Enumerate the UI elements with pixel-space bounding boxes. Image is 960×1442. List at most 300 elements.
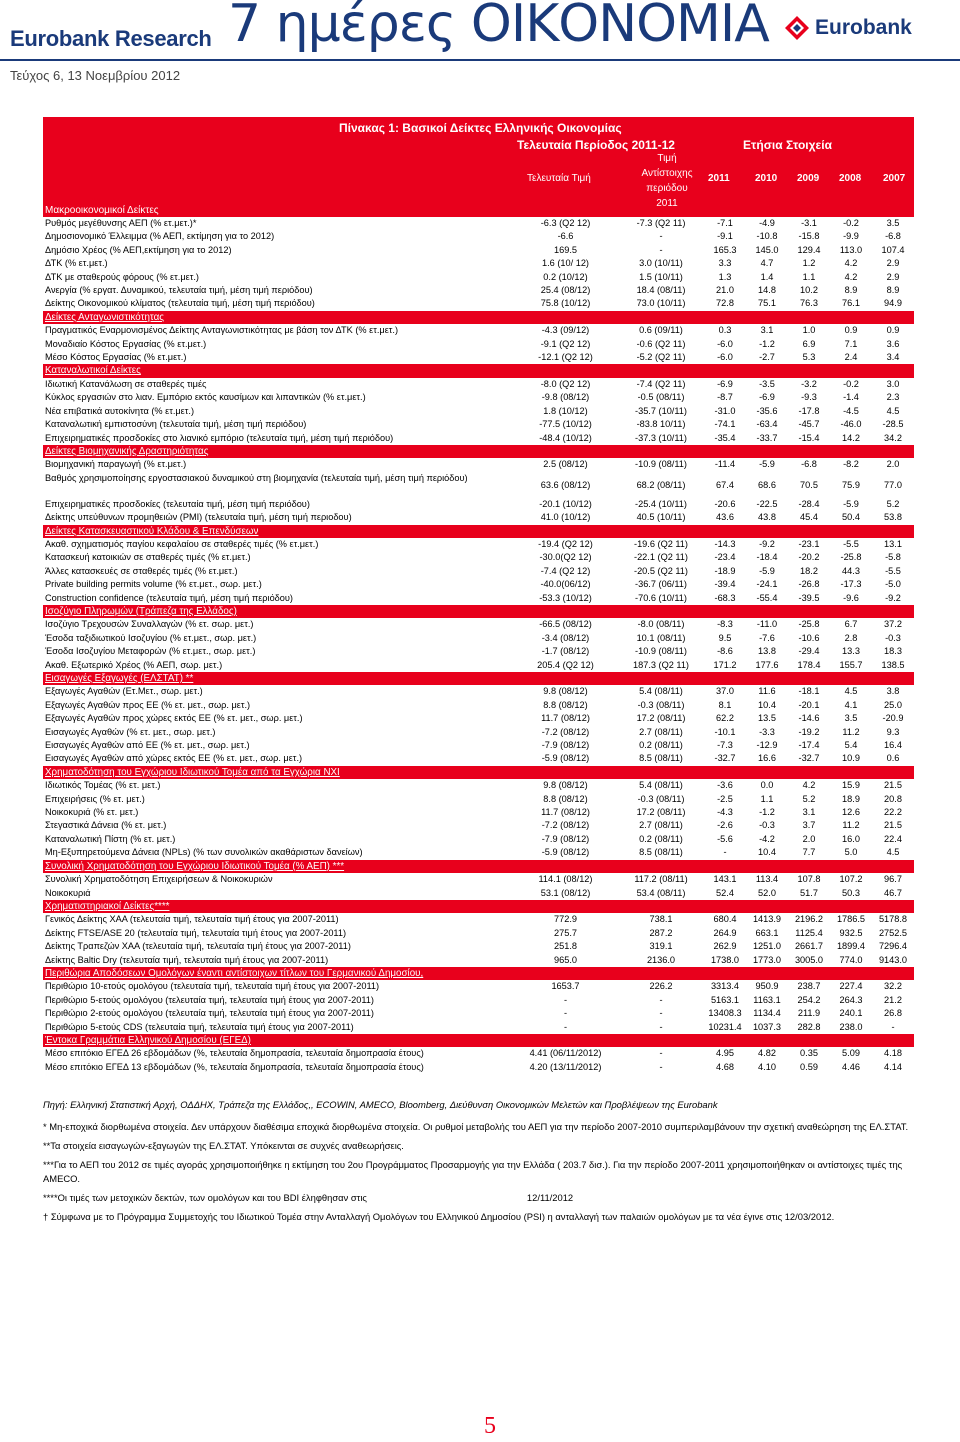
- prev-value-cell: -7.4 (Q2 11): [636, 378, 686, 389]
- data-table: [43, 217, 914, 1074]
- year-value-cell: -5.9: [759, 459, 775, 470]
- year-value-cell: -23.4: [714, 552, 736, 563]
- last-value-cell: -7.4 (Q2 12): [540, 565, 591, 576]
- last-value-cell: -7.9 (08/12): [541, 833, 590, 844]
- indicator-label: Μέσο επιτόκιο ΕΓΕΔ 26 εβδομάδων (%, τελευταία δημοπρασία, τελευταία δημοπρασία έτους): [45, 1048, 424, 1059]
- last-value-cell: 8.8 (08/12): [543, 699, 588, 710]
- indicator-label: Εισαγωγές Αγαθών από χώρες εκτός ΕΕ (% ετ. μετ., σωρ. μετ.): [45, 753, 303, 764]
- indicator-label: Ιδιωτικός Τομέας (% ετ. μετ.): [45, 780, 161, 791]
- year-value-cell: 67.4: [716, 479, 734, 490]
- table-row: [43, 297, 914, 310]
- prev-value-cell: -5.2 (Q2 11): [636, 352, 686, 363]
- table-row: [43, 819, 914, 832]
- indicator-label: Μέσο επιτόκιο ΕΓΕΔ 13 εβδομάδων (%, τελευταία δημοπρασία, τελευταία δημοπρασία έτους): [45, 1061, 424, 1072]
- year-value-cell: 20.8: [884, 793, 902, 804]
- indicator-label: Περιθώριο 10-ετούς ομολόγου (τελευταία τιμή, τελευταία τιμή έτους για 2007-2011): [45, 981, 380, 992]
- col-header-year: 2008: [839, 173, 862, 184]
- indicator-label: Εξαγωγές Αγαθών (Ετ.Μετ., σωρ. μετ.): [45, 686, 203, 697]
- table-row: [43, 324, 914, 337]
- page-number: 5: [484, 1413, 496, 1439]
- indicator-label: Άλλες κατασκευές σε σταθερές τιμές (% ετ.μετ.): [45, 565, 238, 576]
- year-value-cell: 18.2: [800, 565, 818, 576]
- year-value-cell: -5.9: [759, 565, 775, 576]
- table-row: [43, 405, 914, 418]
- last-value-cell: -4.3 (09/12): [541, 325, 590, 336]
- indicator-label: Δείκτης υπεύθυνων προμηθειών (PMI) (τελευταία τιμή, μέση τιμή περιοδου): [45, 512, 352, 523]
- prev-value-cell: -36.7 (06/11): [635, 579, 687, 590]
- year-value-cell: 50.4: [842, 512, 860, 523]
- year-value-cell: 46.7: [884, 887, 902, 898]
- last-value-cell: -9.8 (08/12): [541, 392, 590, 403]
- year-value-cell: -35.4: [714, 432, 736, 443]
- indicator-label: ΔΤΚ με σταθερούς φόρους (% ετ.μετ.): [45, 271, 199, 282]
- last-value-cell: 41.0 (10/12): [540, 512, 591, 523]
- year-value-cell: -10.8: [756, 231, 778, 242]
- table-row: [43, 699, 914, 712]
- indicator-label: Περιθώριο 5-ετούς CDS (τελευταία τιμή, τελευταία τιμή έτους για 2007-2011): [45, 1021, 354, 1032]
- year-value-cell: 14.2: [842, 432, 860, 443]
- prev-value-cell: 68.2 (08/11): [636, 479, 686, 490]
- year-value-cell: -14.6: [798, 713, 820, 724]
- table-row: [43, 271, 914, 284]
- year-value-cell: 155.7: [839, 659, 863, 670]
- year-value-cell: -15.8: [798, 231, 820, 242]
- year-value-cell: -18.9: [714, 565, 736, 576]
- year-value-cell: -17.8: [798, 405, 820, 416]
- year-value-cell: 25.0: [884, 699, 902, 710]
- indicator-label: Νέα επιβατικά αυτοκίνητα (% ετ.μετ.): [45, 405, 195, 416]
- year-value-cell: -32.7: [798, 753, 820, 764]
- indicator-label: Construction confidence (τελευταία τιμή, μέση τιμή περιόδου): [45, 592, 293, 603]
- section-heading: Καταναλωτικοί Δείκτες: [43, 364, 914, 377]
- prev-value-cell: -37.3 (10/11): [635, 432, 687, 443]
- prev-value-cell: 8.5 (08/11): [639, 753, 683, 764]
- last-value-cell: 9.8 (08/12): [543, 686, 588, 697]
- last-value-cell: -12.1 (Q2 12): [538, 352, 593, 363]
- section-heading: Έντοκα Γραμμάτια Ελληνικού Δημοσίου (ΕΓΕΔ): [43, 1034, 914, 1047]
- year-value-cell: -8.6: [717, 646, 733, 657]
- year-value-cell: -19.2: [798, 726, 820, 737]
- last-value-cell: 11.7 (08/12): [541, 713, 590, 724]
- year-value-cell: 238.0: [839, 1021, 863, 1032]
- year-value-cell: 94.9: [884, 298, 902, 309]
- year-value-cell: 774.0: [839, 954, 863, 965]
- section-row: [43, 1034, 914, 1047]
- prev-value-cell: -: [659, 244, 663, 255]
- section-heading: Εισαγωγές Εξαγωγές (ΕΛΣΤΑΤ) **: [43, 672, 914, 685]
- economic-indicators-table: [43, 117, 914, 1074]
- last-value-cell: 205.4 (Q2 12): [537, 659, 594, 670]
- indicator-label: Δείκτης Οικονομικού κλίματος (τελευταία τιμή, μέση τιμή περιόδου): [45, 298, 315, 309]
- prev-value-cell: 2.7 (08/11): [639, 820, 683, 831]
- issue-info: Τεύχος 6, 13 Νοεμβρίου 2012: [10, 68, 181, 83]
- prev-value-cell: -: [659, 994, 663, 1005]
- year-value-cell: 13408.3: [708, 1008, 742, 1019]
- year-value-cell: 70.5: [800, 479, 818, 490]
- indicator-label: Εξαγωγές Αγαθών προς ΕΕ (% ετ. μετ., σωρ. μετ.): [45, 699, 251, 710]
- last-value-cell: -8.0 (Q2 12): [540, 378, 591, 389]
- year-value-cell: 3.7: [802, 820, 816, 831]
- year-value-cell: -4.3: [717, 807, 733, 818]
- table-row: [43, 244, 914, 257]
- year-value-cell: 14.8: [758, 285, 776, 296]
- section-row: [43, 605, 914, 618]
- year-value-cell: 1251.0: [752, 941, 782, 952]
- year-value-cell: -7.3: [717, 740, 733, 751]
- table-row: [43, 565, 914, 578]
- org-name: Eurobank Research: [10, 26, 212, 51]
- year-value-cell: -26.8: [798, 579, 820, 590]
- year-value-cell: -5.8: [885, 552, 901, 563]
- table-row: [43, 618, 914, 631]
- prev-value-cell: 319.1: [649, 941, 673, 952]
- year-value-cell: 53.8: [884, 512, 902, 523]
- table-row: [43, 338, 914, 351]
- section-heading: Χρηματιστηριακοί Δείκτες****: [43, 900, 914, 913]
- year-value-cell: 21.2: [884, 994, 902, 1005]
- last-value-cell: 275.7: [554, 927, 577, 938]
- year-value-cell: 16.6: [758, 753, 776, 764]
- year-value-cell: 2.0: [886, 459, 900, 470]
- eurobank-logo: [783, 14, 912, 42]
- year-value-cell: 8.1: [718, 699, 732, 710]
- table-row: [43, 391, 914, 404]
- prev-value-cell: 5.4 (08/11): [639, 780, 683, 791]
- prev-value-cell: 18.4 (08/11): [636, 285, 686, 296]
- indicator-label: Καταναλωτική Πίστη (% ετ. μετ.): [45, 833, 176, 844]
- table-row: [43, 752, 914, 765]
- group-annual-data: Ετήσια Στοιχεία: [743, 138, 832, 152]
- last-value-cell: 772.9: [554, 914, 577, 925]
- table-row: [43, 913, 914, 926]
- year-value-cell: 21.5: [884, 820, 902, 831]
- year-value-cell: 10231.4: [708, 1021, 742, 1032]
- footnote: **Τα στοιχεία εισαγωγών-εξαγωγών της ΕΛ.ΣΤΑΤ. Υπόκεινται σε συχνές αναθεωρήσεις.: [43, 1140, 404, 1151]
- year-value-cell: -23.1: [798, 538, 820, 549]
- section-row: [43, 445, 914, 458]
- year-value-cell: 11.2: [842, 726, 860, 737]
- year-value-cell: -68.3: [714, 592, 736, 603]
- year-value-cell: 18.9: [842, 793, 860, 804]
- prev-value-cell: -7.3 (Q2 11): [636, 218, 686, 228]
- section-row: [43, 860, 914, 873]
- indicator-label: Δημόσιο Χρέος (% ΑΕΠ,εκτίμηση για το 2012): [45, 244, 232, 255]
- table-row: [43, 578, 914, 591]
- year-value-cell: 3005.0: [794, 954, 824, 965]
- year-value-cell: 2.0: [802, 833, 816, 844]
- year-value-cell: 680.4: [713, 914, 737, 925]
- indicator-label: Μέσο Κόστος Εργασίας (% ετ.μετ.): [45, 352, 187, 363]
- table-row: [43, 645, 914, 658]
- footnote: [43, 1191, 923, 1205]
- prev-value-cell: 5.4 (08/11): [639, 686, 683, 697]
- indicator-label: Μη-Εξυπηρετούμενα Δάνεια (NPLs) (% των συνολικών ακαθάριστων δανείων): [45, 847, 363, 858]
- year-value-cell: -4.2: [759, 833, 775, 844]
- year-value-cell: -20.1: [798, 699, 820, 710]
- year-value-cell: 143.1: [713, 874, 737, 885]
- year-value-cell: 0.35: [800, 1048, 818, 1059]
- last-value-cell: -77.5 (10/12): [539, 419, 592, 430]
- year-value-cell: -20.6: [714, 498, 736, 509]
- year-value-cell: -5.0: [885, 579, 901, 590]
- indicator-label: Δείκτης Baltic Dry (τελευταία τιμή, τελευταία τιμή έτους για 2007-2011): [45, 954, 329, 965]
- year-value-cell: -74.1: [714, 419, 736, 430]
- last-value-cell: 63.6 (08/12): [540, 479, 591, 490]
- table-row: [43, 1021, 914, 1034]
- table-row: [43, 887, 914, 900]
- prev-value-cell: -: [659, 1008, 663, 1019]
- last-value-cell: -66.5 (08/12): [539, 619, 592, 630]
- year-value-cell: 34.2: [884, 432, 902, 443]
- year-value-cell: 6.9: [802, 338, 816, 349]
- year-value-cell: 113.0: [839, 244, 863, 255]
- prev-value-cell: 40.5 (10/11): [636, 512, 686, 523]
- year-value-cell: 2.8: [844, 632, 858, 643]
- year-value-cell: 75.1: [758, 298, 776, 309]
- table-row: [43, 806, 914, 819]
- year-value-cell: -18.1: [798, 686, 820, 697]
- table-row: [43, 1047, 914, 1060]
- table-row: [43, 994, 914, 1007]
- table-row: [43, 418, 914, 431]
- year-value-cell: 50.3: [842, 887, 860, 898]
- year-value-cell: 26.8: [884, 1008, 902, 1019]
- year-value-cell: 16.4: [884, 740, 902, 751]
- year-value-cell: 16.0: [842, 833, 860, 844]
- year-value-cell: 0.9: [886, 325, 900, 336]
- year-value-cell: 52.0: [758, 887, 776, 898]
- year-value-cell: 4.2: [844, 258, 858, 269]
- logo-text: Eurobank: [815, 16, 912, 39]
- last-value-cell: -: [563, 1008, 568, 1019]
- year-value-cell: 4.18: [884, 1048, 902, 1059]
- year-value-cell: 1125.4: [795, 927, 823, 938]
- table-row: [43, 432, 914, 445]
- year-value-cell: 282.8: [797, 1021, 821, 1032]
- year-value-cell: 932.5: [839, 927, 863, 938]
- year-value-cell: 5.2: [886, 498, 900, 509]
- prev-value-cell: 10.1 (08/11): [636, 632, 686, 643]
- prev-value-cell: -8.0 (08/11): [637, 619, 685, 630]
- indicator-label: Ρυθμός μεγέθυνσης ΑΕΠ (% ετ.μετ.)*: [45, 218, 197, 228]
- last-value-cell: -6.6: [557, 231, 574, 242]
- indicator-label: Επιχειρήσεις (% ετ. μετ.): [45, 793, 145, 804]
- section-heading: Χρηματοδότηση του Εγχώριου Ιδιωτικού Τομέα από τα Εγχώρια ΝΧΙ: [43, 766, 914, 779]
- year-value-cell: -4.9: [759, 218, 775, 228]
- section-row: [43, 364, 914, 377]
- prev-value-cell: -83.8 10/11): [636, 419, 686, 430]
- table-row: [43, 685, 914, 698]
- prev-value-cell: -10.9 (08/11): [635, 459, 687, 470]
- year-value-cell: -2.5: [717, 793, 733, 804]
- year-value-cell: 76.3: [800, 298, 818, 309]
- year-value-cell: -9.1: [717, 231, 733, 242]
- last-value-cell: -53.3 (10/12): [539, 592, 592, 603]
- prev-value-cell: 17.2 (08/11): [636, 807, 686, 818]
- prev-value-cell: -22.1 (Q2 11): [634, 552, 688, 563]
- indicator-label: Στεγαστικά Δάνεια (% ετ. μετ.): [45, 820, 167, 831]
- footnote: ***Για το ΑΕΠ του 2012 σε τιμές αγοράς χρησιμοποιήθηκε η εκτίμηση του 2ου Προγράμματος Προσαρμογής για την Ελλάδα ( 203.7 δισ.). Για την περίοδο 2007-2011 χρησιμοποιήθηκαν οι αντίστοιχες τιμές της AMECO.: [43, 1159, 903, 1184]
- year-value-cell: -2.6: [717, 820, 733, 831]
- last-value-cell: 2.5 (08/12): [543, 459, 588, 470]
- year-value-cell: -9.2: [759, 538, 775, 549]
- year-value-cell: 3.5: [844, 713, 858, 724]
- year-value-cell: -3.5: [759, 378, 775, 389]
- last-value-cell: 4.41 (06/11/2012): [529, 1048, 602, 1059]
- last-value-cell: 11.7 (08/12): [541, 807, 590, 818]
- prev-value-cell: -: [659, 1048, 663, 1059]
- indicator-label: Συνολική Χρηματοδότηση Επιχειρήσεων & Νοικοκυριών: [45, 874, 273, 885]
- year-value-cell: -25.8: [840, 552, 862, 563]
- prev-value-cell: 3.0 (10/11): [639, 258, 683, 269]
- year-value-cell: -10.1: [714, 726, 736, 737]
- year-value-cell: 77.0: [884, 479, 902, 490]
- year-value-cell: 13.5: [758, 713, 776, 724]
- col-header-year: 2011: [708, 173, 730, 184]
- year-value-cell: 1134.4: [753, 1008, 781, 1019]
- prev-value-cell: 17.2 (08/11): [636, 713, 686, 724]
- indicator-label: Έσοδα Ισοζυγίου Μεταφορών (% ετ.μετ., σωρ. μετ.): [45, 646, 256, 657]
- year-value-cell: 1.0: [802, 325, 816, 336]
- table-row: [43, 472, 914, 498]
- year-value-cell: 2.4: [844, 352, 858, 363]
- year-value-cell: -1.2: [759, 807, 775, 818]
- year-value-cell: -25.8: [798, 619, 820, 630]
- footnote-date: 12/11/2012: [526, 1192, 574, 1203]
- indicator-label: Ακαθ. σχηματισμός παγίου κεφαλαίου σε σταθερές τιμές (% ετ.μετ.): [45, 538, 319, 549]
- last-value-cell: 0.2 (10/12): [543, 271, 588, 282]
- year-value-cell: 5.2: [802, 793, 816, 804]
- year-value-cell: -28.5: [882, 419, 904, 430]
- year-value-cell: 1163.1: [753, 994, 781, 1005]
- prev-value-cell: -0.3 (08/11): [637, 699, 685, 710]
- prev-value-cell: -: [659, 1021, 663, 1032]
- year-value-cell: -2.7: [759, 352, 775, 363]
- year-value-cell: 1786.5: [836, 914, 866, 925]
- prev-value-cell: -0.6 (Q2 11): [636, 338, 686, 349]
- last-value-cell: 53.1 (08/12): [540, 887, 591, 898]
- eurobank-logo-icon: [783, 14, 811, 42]
- year-value-cell: 5.4: [844, 740, 858, 751]
- prev-value-cell: 2.7 (08/11): [639, 726, 683, 737]
- year-value-cell: 13.3: [842, 646, 860, 657]
- table-row: [43, 779, 914, 792]
- year-value-cell: 12.6: [842, 807, 860, 818]
- last-value-cell: -1.7 (08/12): [541, 646, 590, 657]
- indicator-label: Περιθώριο 5-ετούς ομολόγου (τελευταία τιμή, τελευταία τιμή έτους για 2007-2011): [45, 994, 374, 1005]
- year-value-cell: 72.8: [716, 298, 734, 309]
- year-value-cell: 9143.0: [878, 954, 908, 965]
- year-value-cell: 11.2: [842, 820, 860, 831]
- indicator-label: Βαθμός χρησιμοποίησης εργοστασιακού δυναμικού στη βιομηχανία (τελευταία τιμή, μέση τιμή περιόδου): [45, 472, 468, 483]
- year-value-cell: 21.0: [716, 285, 734, 296]
- year-value-cell: 6.7: [844, 619, 858, 630]
- year-value-cell: 950.9: [755, 981, 779, 992]
- year-value-cell: -3.3: [759, 726, 775, 737]
- table-row: [43, 1007, 914, 1020]
- year-value-cell: 10.4: [758, 699, 776, 710]
- year-value-cell: 3313.4: [710, 981, 740, 992]
- year-value-cell: 18.3: [884, 646, 902, 657]
- section-row: [43, 672, 914, 685]
- year-value-cell: -6.0: [717, 352, 733, 363]
- last-value-cell: -7.9 (08/12): [541, 740, 590, 751]
- year-value-cell: 5.09: [842, 1048, 860, 1059]
- table-title: Πίνακας 1: Βασικοί Δείκτες Ελληνικής Οικονομίας: [339, 121, 622, 135]
- indicator-label: Νοικοκυριά: [45, 887, 91, 898]
- col-header-year: 2010: [755, 173, 778, 184]
- year-value-cell: 1899.4: [836, 941, 866, 952]
- table-row: [43, 873, 914, 886]
- year-value-cell: 4.14: [884, 1061, 902, 1072]
- prev-value-cell: -0.3 (08/11): [637, 793, 685, 804]
- prev-value-cell: 117.2 (08/11): [634, 874, 688, 885]
- prev-value-cell: 0.2 (08/11): [639, 740, 683, 751]
- year-value-cell: 4.68: [716, 1061, 734, 1072]
- section-heading: Ισοζύγιο Πληρωμών (Τράπεζα της Ελλάδος): [43, 605, 914, 618]
- year-value-cell: 2661.7: [794, 941, 824, 952]
- year-value-cell: 9.5: [718, 632, 732, 643]
- year-value-cell: 4.10: [758, 1061, 776, 1072]
- last-value-cell: 1.8 (10/12): [543, 405, 588, 416]
- section-row: [43, 766, 914, 779]
- year-value-cell: 68.6: [758, 479, 776, 490]
- year-value-cell: -28.4: [798, 498, 820, 509]
- year-value-cell: 1.1: [760, 793, 774, 804]
- year-value-cell: -: [723, 847, 727, 858]
- year-value-cell: -24.1: [756, 579, 778, 590]
- prev-value-cell: -19.6 (Q2 11): [634, 538, 688, 549]
- footnote: † Σύμφωνα με το Πρόγραμμα Συμμετοχής του Ιδιωτικού Τομέα στην Ανταλλαγή Ομολόγων του Ελληνικού Δημοσίου (PSI) η ανταλλαγή των παλαιών ομολόγων με τα νέα έγινε στις 12/03/2012.: [43, 1211, 835, 1222]
- year-value-cell: -0.2: [843, 218, 859, 228]
- last-value-cell: 9.8 (08/12): [543, 780, 588, 791]
- prev-value-cell: 53.4 (08/11): [636, 887, 686, 898]
- section-row: [43, 900, 914, 913]
- table-row: [43, 458, 914, 471]
- section-heading: Περιθώρια Αποδόσεων Ομολόγων έναντι αντίστοιχων τίτλων του Γερμανικού Δημοσίου,: [43, 967, 914, 980]
- indicator-label: Επιχειρηματικές προσδοκίες (τελευταία τιμή, μέση τιμή περιόδου): [45, 498, 310, 509]
- col-header-last-value: Τελευταία Τιμή: [527, 173, 591, 184]
- table-row: [43, 378, 914, 391]
- year-value-cell: 0.59: [800, 1061, 818, 1072]
- year-value-cell: 145.0: [755, 244, 779, 255]
- indicator-label: Περιθώριο 2-ετούς ομολόγου (τελευταία τιμή, τελευταία τιμή έτους για 2007-2011): [45, 1008, 374, 1019]
- table-row: [43, 712, 914, 725]
- table-row: [43, 846, 914, 859]
- prev-value-cell: -: [659, 1061, 663, 1072]
- indicator-label: Κύκλος εργασιών στο λιαν. Εμπόριο εκτός καυσίμων και λιπαντικών (% ετ.μετ.): [45, 392, 366, 403]
- year-value-cell: -: [891, 1021, 895, 1032]
- year-value-cell: 240.1: [839, 1008, 863, 1019]
- year-value-cell: -3.1: [801, 218, 817, 228]
- year-value-cell: -8.7: [717, 392, 733, 403]
- year-value-cell: -5.9: [843, 498, 859, 509]
- indicator-label: Δείκτης Τραπεζών ΧΑΑ (τελευταία τιμή, τελευταία τιμή έτους για 2007-2011): [45, 941, 351, 952]
- year-value-cell: 4.2: [844, 271, 858, 282]
- table-row: [43, 927, 914, 940]
- last-value-cell: 75.8 (10/12): [540, 298, 591, 309]
- year-value-cell: 1037.3: [752, 1021, 782, 1032]
- prev-value-cell: -10.9 (08/11): [635, 646, 687, 657]
- year-value-cell: 52.4: [716, 887, 734, 898]
- year-value-cell: 4.82: [758, 1048, 776, 1059]
- year-value-cell: 5.0: [844, 847, 858, 858]
- year-value-cell: 0.9: [844, 325, 858, 336]
- last-value-cell: -19.4 (Q2 12): [538, 538, 593, 549]
- year-value-cell: 0.3: [718, 325, 732, 336]
- year-value-cell: 262.9: [713, 941, 737, 952]
- year-value-cell: 1738.0: [710, 954, 740, 965]
